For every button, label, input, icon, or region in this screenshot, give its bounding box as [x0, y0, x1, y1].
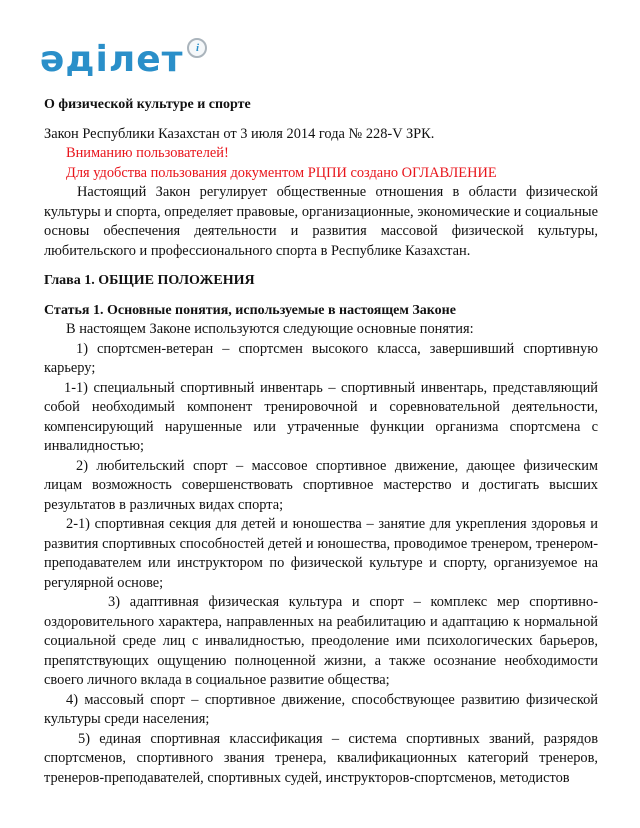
preamble-paragraph: Настоящий Закон регулирует общественные отношения в области физической культуры и спорта, определяет правовые, организационные, экономические и социальные основы обеспечения деятельности и развития массовой физической культуры, любительского и профессионального спорта в Республике Казахстан.: [44, 184, 598, 259]
adilet-logo[interactable]: [40, 38, 207, 86]
chapter-heading: Глава 1. ОБЩИЕ ПОЛОЖЕНИЯ: [44, 273, 255, 288]
definition-item: 3) адаптивная физическая культура и спорт – комплекс мер спортивно-оздоровительного характера, направленных на реабилитацию и адаптацию к нормальной социальной среде лиц с инвалидностью, преодоление ими психологических барьеров, препятствующих ощущению полноценной жизни, а также осознание необходимости своего личного вклада в социальное развитие общества;: [44, 594, 598, 688]
definition-item: 4) массовый спорт – спортивное движение, способствующее развитию физической культуры среди населения;: [44, 691, 598, 727]
definition-item: 2) любительский спорт – массовое спортивное движение, дающее физическим лицам возможность совершенствовать спортивное мастерство и достигать высших результатов в различных видах спорта;: [44, 457, 598, 513]
info-magnifier-icon: i: [187, 38, 207, 58]
definition-item: 2-1) спортивная секция для детей и юношества – занятие для укрепления здоровья и развития спортивных способностей детей и юношества, проводимое тренером, тренером-преподавателем или инструктором по физической культуре и спорту, организуемое на регулярной основе;: [44, 516, 598, 591]
article-intro: В настоящем Законе используются следующие основные понятия:: [66, 321, 474, 337]
article-heading: Статья 1. Основные понятия, используемые в настоящем Законе: [44, 302, 456, 318]
document-title: О физической культуре и спорте: [44, 97, 251, 112]
law-reference: Закон Республики Казахстан от 3 июля 2014 года № 228-V ЗРК.: [44, 125, 435, 142]
document-body: [44, 95, 598, 788]
table-of-contents-link[interactable]: Для удобства пользования документом РЦПИ создано ОГЛАВЛЕНИЕ: [66, 164, 497, 181]
definition-item: 1) спортсмен-ветеран – спортсмен высокого класса, завершивший спортивную карьеру;: [44, 340, 598, 376]
notice-attention: Вниманию пользователей!: [66, 145, 229, 161]
definition-item: 1-1) специальный спортивный инвентарь – спортивный инвентарь, представляющий собой необходимый компонент тренировочной и соревновательной деятельности, компенсирующий нарушенные или утраченные функции организма спортсмена с инвалидностью;: [44, 379, 598, 454]
definition-item: 5) единая спортивная классификация – система спортивных званий, разрядов спортсменов, спортивного звания тренера, квалификационных категорий тренеров, тренеров-преподавателей, спортивных судей, инструкторов-спортсменов, методистов: [44, 730, 598, 786]
logo-text: әділет: [40, 39, 184, 80]
